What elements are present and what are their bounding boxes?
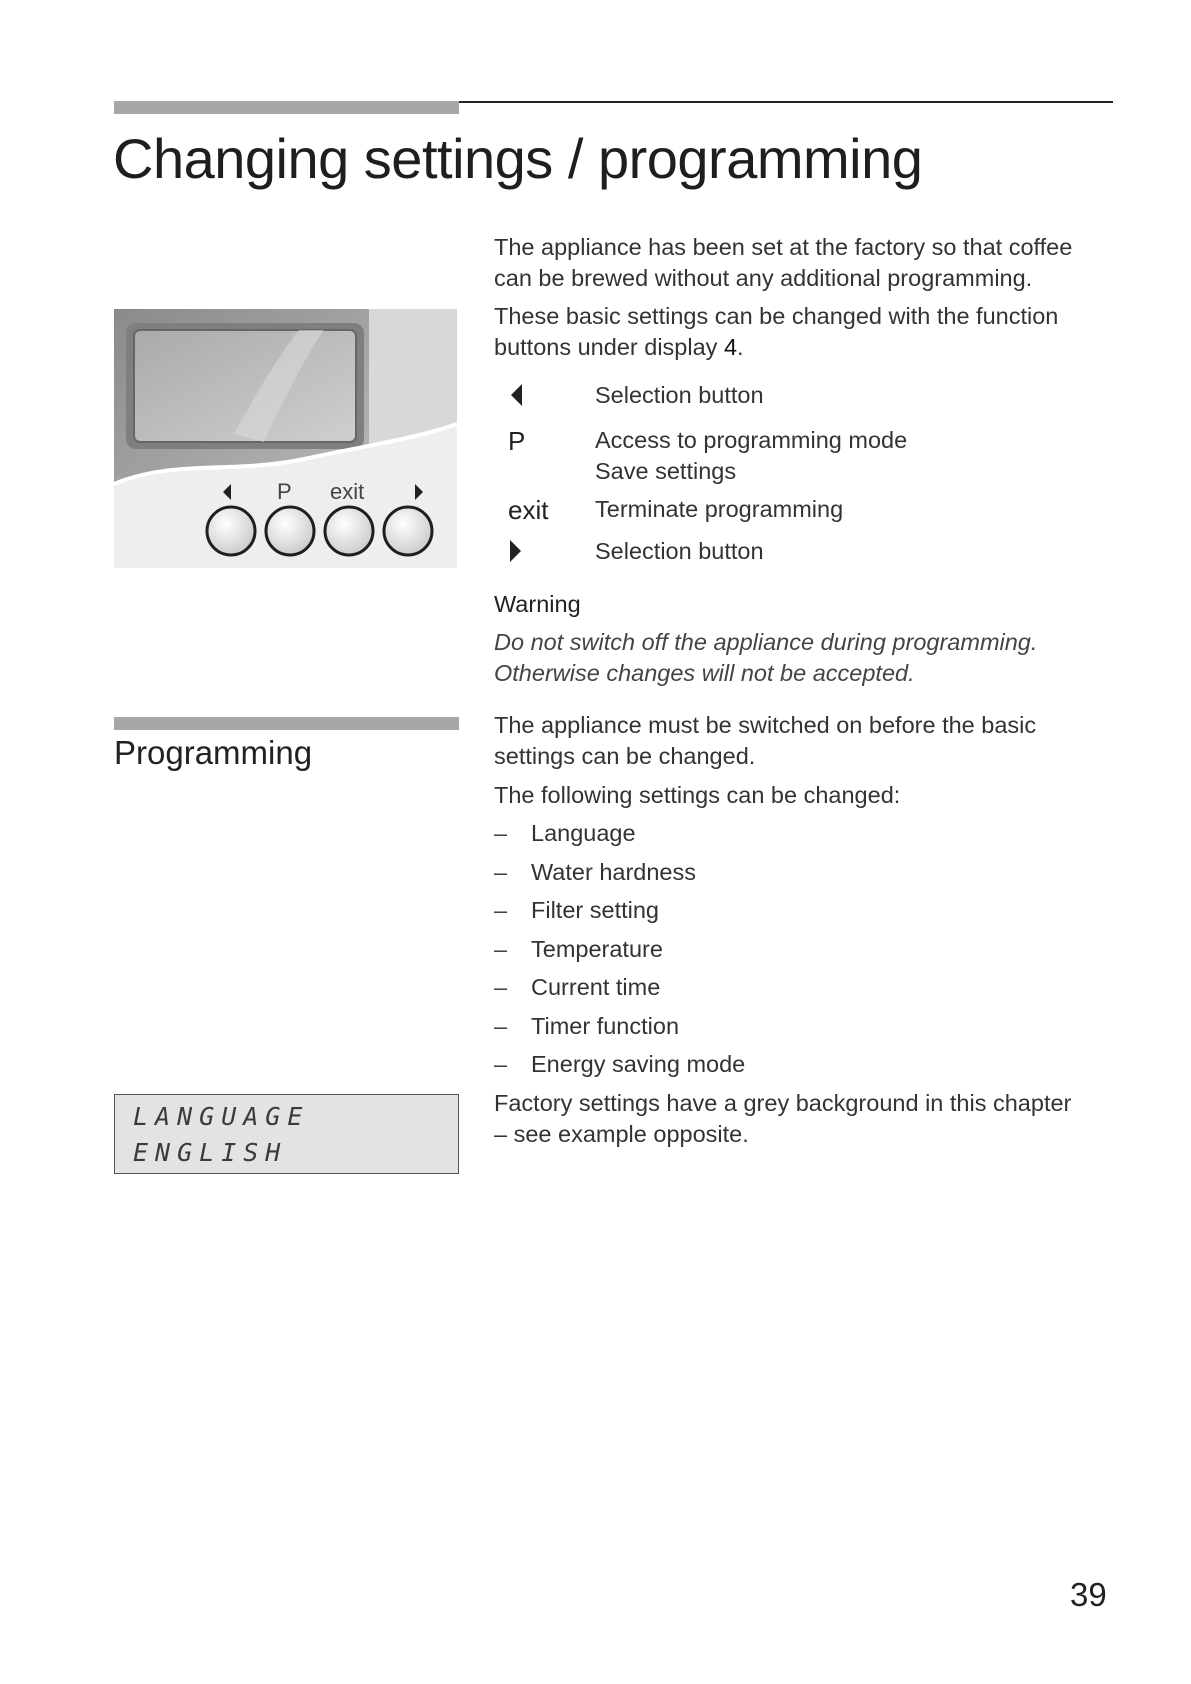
settings-list xyxy=(494,818,1094,1088)
chevron-left-icon xyxy=(508,382,524,415)
section-title-programming: Programming xyxy=(114,734,313,771)
header-accent-bar xyxy=(114,101,459,114)
p-icon: P xyxy=(508,426,526,456)
intro-paragraph-1: The appliance has been set at the factory so that coffee can be brewed without any additional programming. xyxy=(494,234,1073,291)
header-rule xyxy=(459,101,1113,103)
page-number: 39 xyxy=(1070,1576,1107,1613)
button-legend-desc: Save settings xyxy=(595,458,737,484)
list-item: – Language xyxy=(494,820,636,846)
list-item: – Energy saving mode xyxy=(494,1051,746,1077)
panel-button-left xyxy=(207,507,255,555)
panel-button-exit xyxy=(325,507,373,555)
warning-text: Do not switch off the appliance during programming. Otherwise changes will not be accepted. xyxy=(494,629,1038,686)
exit-icon: exit xyxy=(508,495,549,525)
list-item: – Timer function xyxy=(494,1012,680,1039)
panel-button-right xyxy=(384,507,432,555)
programming-paragraph-2: The following settings can be changed: xyxy=(494,782,901,808)
warning-title: Warning xyxy=(494,591,581,617)
programming-paragraph-1: The appliance must be switched on before the basic settings can be changed. xyxy=(494,712,1037,769)
list-item: – Temperature xyxy=(494,935,663,962)
programming-paragraph-3: Factory settings have a grey background in this chapter – see example opposite. xyxy=(494,1090,1072,1147)
panel-button-p xyxy=(266,507,314,555)
intro-paragraph-2: These basic settings can be changed with the function buttons under display 4. xyxy=(494,303,1059,360)
list-item: – Water hardness xyxy=(494,858,697,885)
section-accent-bar xyxy=(114,717,459,730)
lcd-line-2: ENGLISH xyxy=(133,1138,288,1167)
list-item: – Current time xyxy=(494,974,661,1000)
list-item: – Filter setting xyxy=(494,897,659,923)
panel-label-exit: exit xyxy=(330,479,365,504)
button-legend-desc: Selection button xyxy=(595,538,764,564)
button-legend-desc: Selection button xyxy=(595,382,764,408)
panel-label-p: P xyxy=(277,479,292,504)
button-legend-desc: Access to programming mode xyxy=(595,427,908,453)
lcd-line-1: LANGUAGE xyxy=(133,1102,310,1131)
page-title: Changing settings / programming xyxy=(113,127,923,190)
button-legend-desc: Terminate programming xyxy=(595,496,844,522)
chevron-right-icon xyxy=(508,538,524,571)
lcd-display-example xyxy=(114,1094,459,1174)
device-control-panel-photo xyxy=(114,309,457,568)
